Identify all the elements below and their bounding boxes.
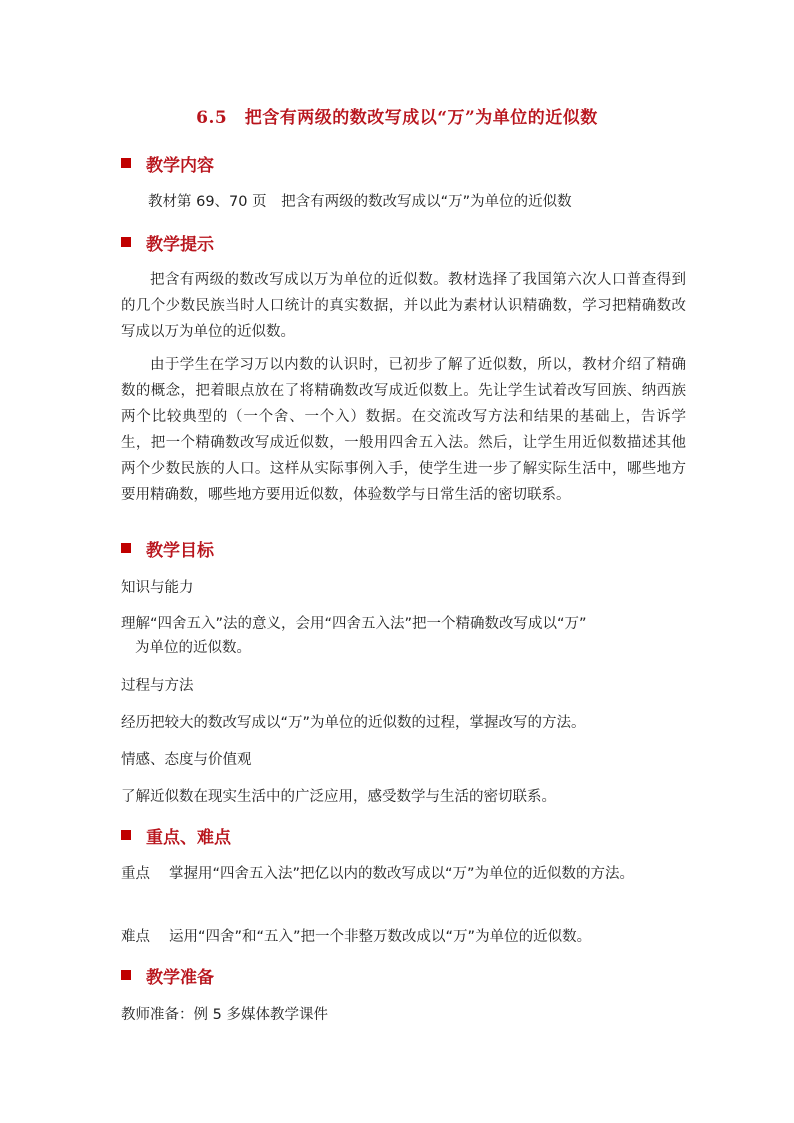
square-bullet-icon — [121, 158, 131, 168]
content-text: 教材第 69、70 页 把含有两级的数改写成以“万”为单位的近似数 — [148, 194, 572, 210]
goal-emotion-text: 了解近似数在现实生活中的广泛应用，感受数学与生活的密切联系。 — [121, 789, 556, 805]
section-heading-tips — [121, 231, 214, 253]
page-title: 6.5 把含有两级的数改写成以“万”为单位的近似数 — [196, 108, 598, 128]
difficulty-label: 难点 — [121, 929, 150, 945]
goal-knowledge-line-1: 理解“四舍五入”法的意义，会用“四舍五入法”把一个精确数改写成以“万” — [121, 616, 587, 632]
square-bullet-icon — [121, 970, 131, 980]
difficulty-text: 运用“四舍”和“五入”把一个非整万数改成以“万”为单位的近似数。 — [169, 929, 592, 945]
section-heading-label: 教学目标 — [146, 540, 214, 561]
goal-emotion-label: 情感、态度与价值观 — [121, 752, 252, 768]
keypoint-text: 掌握用“四舍五入法”把亿以内的数改写成以“万”为单位的近似数的方法。 — [169, 866, 635, 882]
section-heading-label: 教学内容 — [146, 155, 214, 176]
section-heading-label: 重点、难点 — [146, 827, 231, 848]
section-heading-label: 教学提示 — [146, 234, 214, 255]
difficulty-item — [121, 925, 691, 949]
section-heading-label: 教学准备 — [146, 967, 214, 988]
prep-text: 教师准备：例 5 多媒体教学课件 — [121, 1007, 328, 1023]
goal-process-label: 过程与方法 — [121, 678, 194, 694]
section-heading-goals — [121, 537, 214, 559]
square-bullet-icon — [121, 543, 131, 553]
square-bullet-icon — [121, 830, 131, 840]
keypoint-label: 重点 — [121, 866, 150, 882]
goal-knowledge-label: 知识与能力 — [121, 580, 194, 596]
goal-knowledge-text — [121, 612, 691, 660]
square-bullet-icon — [121, 237, 131, 247]
goal-process-text: 经历把较大的数改写成以“万”为单位的近似数的过程，掌握改写的方法。 — [121, 715, 586, 731]
goal-knowledge-line-2: 为单位的近似数。 — [135, 640, 251, 656]
tips-paragraph-2: 由于学生在学习万以内数的认识时，已初步了解了近似数，所以，教材介绍了精确数的概念，把着眼点放在了将精确数改写成近似数上。先让学生试着改写回族、纳西族两个比较典型的（一个舍、一个入）数据。在交流改写方法和结果的基础上，告诉学生，把一个精确数改写成近似数，一般用四舍五入法。然后，让学生用近似数描述其他两个少数民族的人口。这样从实际事例入手，使学生进一步了解实际生活中，哪些地方要用精确数，哪些地方要用近似数，体验数学与日常生活的密切联系。 — [121, 357, 686, 503]
section-heading-content — [121, 152, 214, 174]
keypoint-item — [121, 862, 691, 886]
tips-paragraph-1: 把含有两级的数改写成以万为单位的近似数。教材选择了我国第六次人口普查得到的几个少数民族当时人口统计的真实数据，并以此为素材认识精确数，学习把精确数改写成以万为单位的近似数。 — [121, 272, 686, 340]
section-heading-keypoints — [121, 824, 231, 846]
section-heading-prep — [121, 964, 214, 986]
